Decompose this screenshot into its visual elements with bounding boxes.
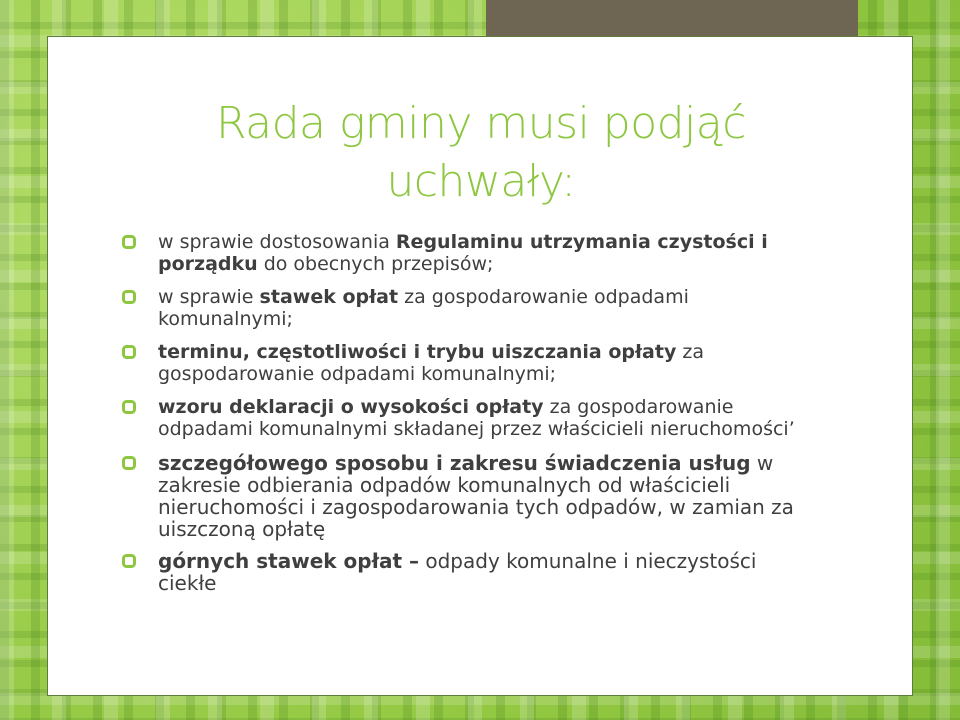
bullet-text-plain: w sprawie (158, 286, 260, 308)
bullet-text-bold: górnych stawek opłat – (158, 549, 420, 573)
bullet-text-bold: szczegółowego sposobu i zakresu świadczenia usług (158, 451, 751, 475)
bullet-text-plain: w sprawie dostosowania (158, 231, 396, 253)
bullet-icon (122, 400, 136, 414)
list-item (122, 452, 802, 540)
bullet-icon (122, 554, 136, 568)
bullet-text-plain: w zakresie odbierania odpadów komunalnych od właścicieli nieruchomości i zagospodarowania tych odpadów, w zamian za uiszczoną opłatę (158, 451, 794, 541)
bullet-text-bold: Regulaminu utrzymania czystości i porządku (158, 231, 768, 275)
bullet-icon (122, 235, 136, 249)
list-item (122, 231, 802, 275)
bullet-text-plain: za gospodarowanie odpadami komunalnymi; (158, 286, 689, 330)
bullet-icon (122, 290, 136, 304)
slide (47, 36, 913, 696)
bullet-icon (122, 456, 136, 470)
list-item (122, 286, 802, 330)
title-line-1: Rada gminy musi podjąć (216, 98, 746, 149)
bullet-text-plain: odpady komunalne i nieczystości ciekłe (158, 549, 757, 595)
bullet-text-plain: do obecnych przepisów; (257, 253, 494, 275)
list-item (122, 341, 802, 385)
bullet-text-bold: wzoru deklaracji o wysokości opłaty (158, 396, 544, 418)
bullet-icon (122, 345, 136, 359)
bullet-text-bold: stawek opłat (259, 286, 399, 308)
bullet-text-plain: za gospodarowanie odpadami komunalnymi; (158, 341, 704, 385)
bullet-text-plain: za gospodarowanie odpadami komunalnymi składanej przez właścicieli nieruchomości’ (158, 396, 795, 440)
list-item (122, 550, 802, 594)
bullet-text-bold: terminu, częstotliwości i trybu uiszczania opłaty (158, 341, 677, 363)
title-line-2: uchwały: (386, 156, 576, 207)
slide-title (48, 95, 914, 211)
list-item (122, 396, 802, 440)
bullet-list (122, 231, 802, 605)
